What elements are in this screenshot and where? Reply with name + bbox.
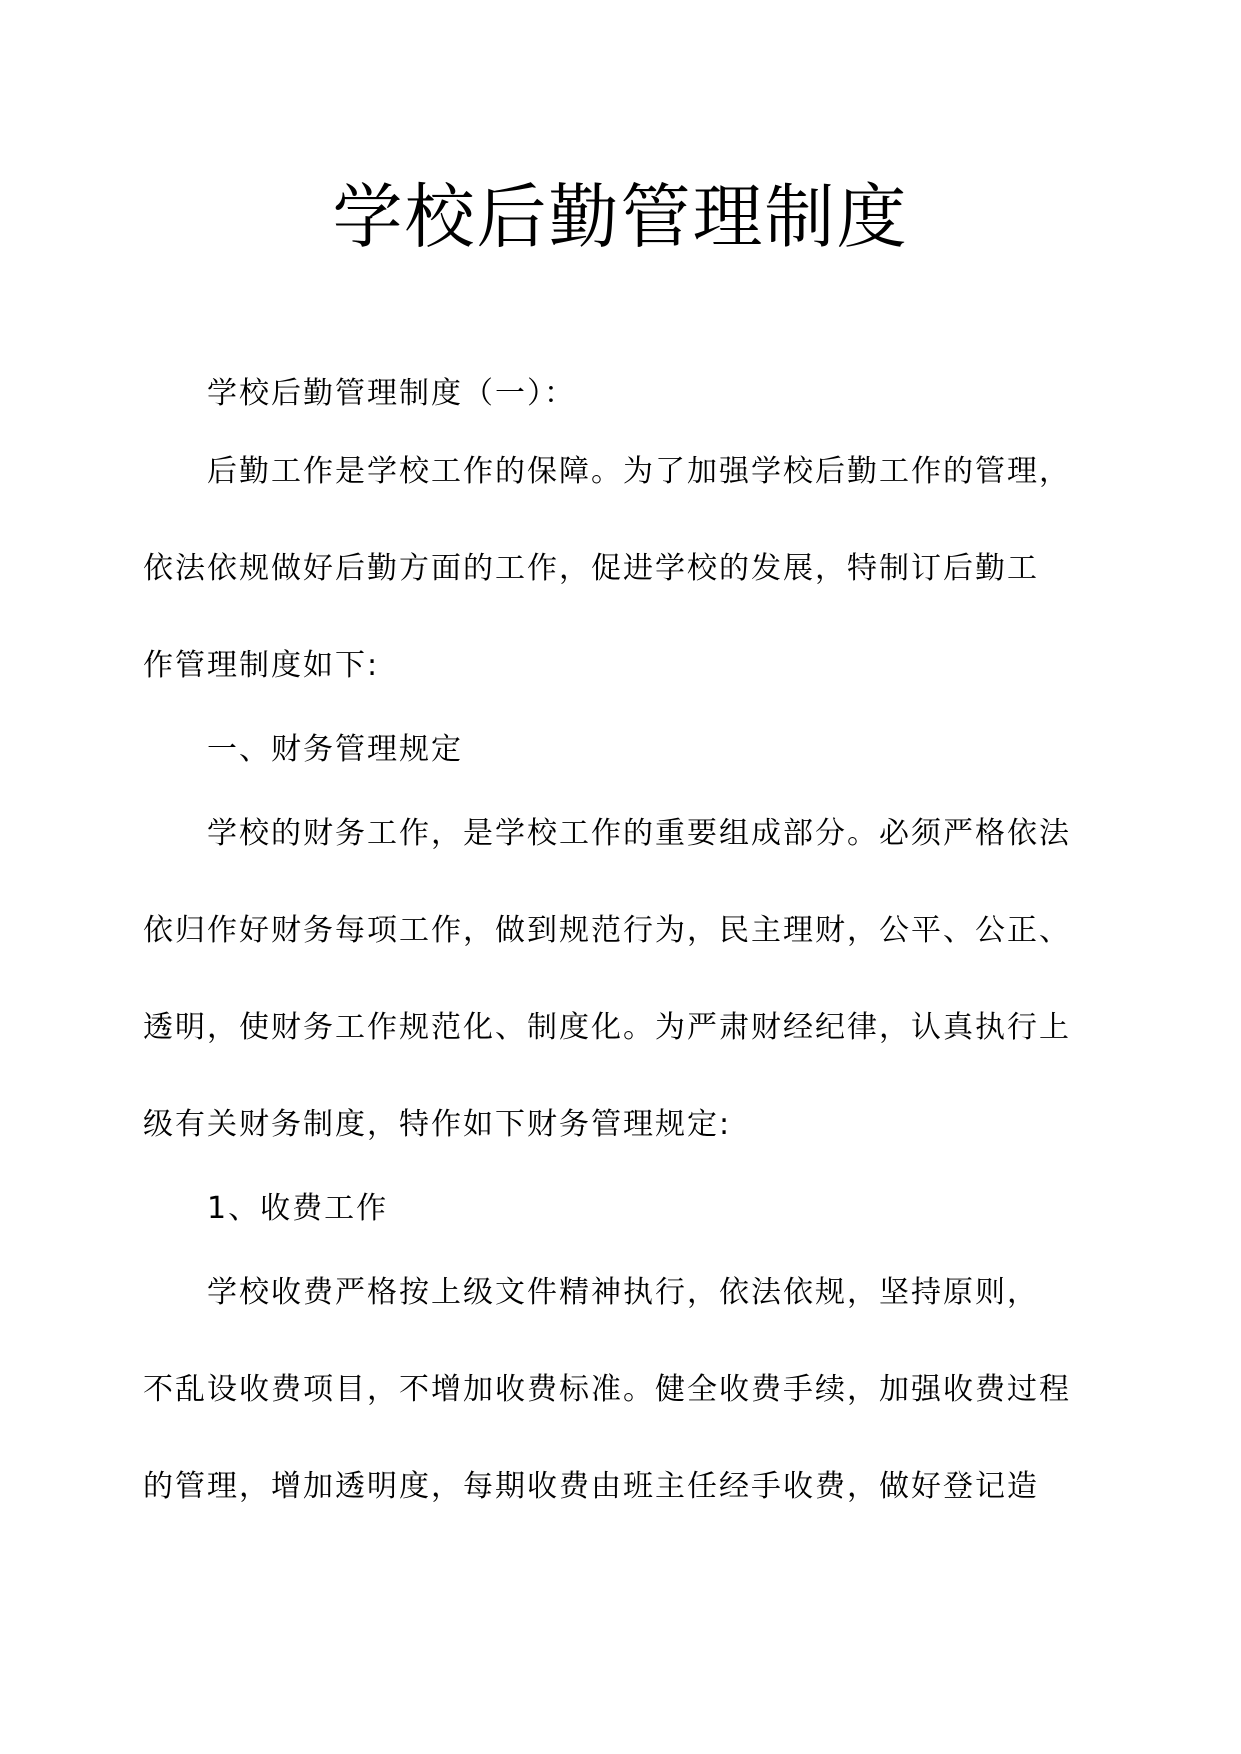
paragraph-line: 学校的财务工作，是学校工作的重要组成部分。必须严格依法 (207, 816, 1071, 851)
paragraph-line: 级有关财务制度，特作如下财务管理规定: (143, 1107, 732, 1142)
paragraph-line: 作管理制度如下: (143, 648, 380, 683)
subsection-heading-fees: 1、收费工作 (207, 1191, 389, 1226)
paragraph-line: 依归作好财务每项工作，做到规范行为，民主理财，公平、公正、 (143, 913, 1071, 948)
section-heading-part-one: 学校后勤管理制度（一）： (207, 376, 576, 411)
document-title: 学校后勤管理制度 (332, 176, 909, 258)
paragraph-line: 不乱设收费项目，不增加收费标准。健全收费手续，加强收费过程 (143, 1372, 1071, 1407)
paragraph-line: 学校收费严格按上级文件精神执行，依法依规，坚持原则， (207, 1275, 1039, 1310)
section-heading-finance: 一、财务管理规定 (207, 732, 463, 767)
paragraph-line: 的管理，增加透明度，每期收费由班主任经手收费，做好登记造 (143, 1469, 1039, 1504)
paragraph-line: 后勤工作是学校工作的保障。为了加强学校后勤工作的管理， (207, 454, 1071, 489)
paragraph-line: 依法依规做好后勤方面的工作，促进学校的发展，特制订后勤工 (143, 551, 1039, 586)
paragraph-line: 透明，使财务工作规范化、制度化。为严肃财经纪律，认真执行上 (143, 1010, 1071, 1045)
